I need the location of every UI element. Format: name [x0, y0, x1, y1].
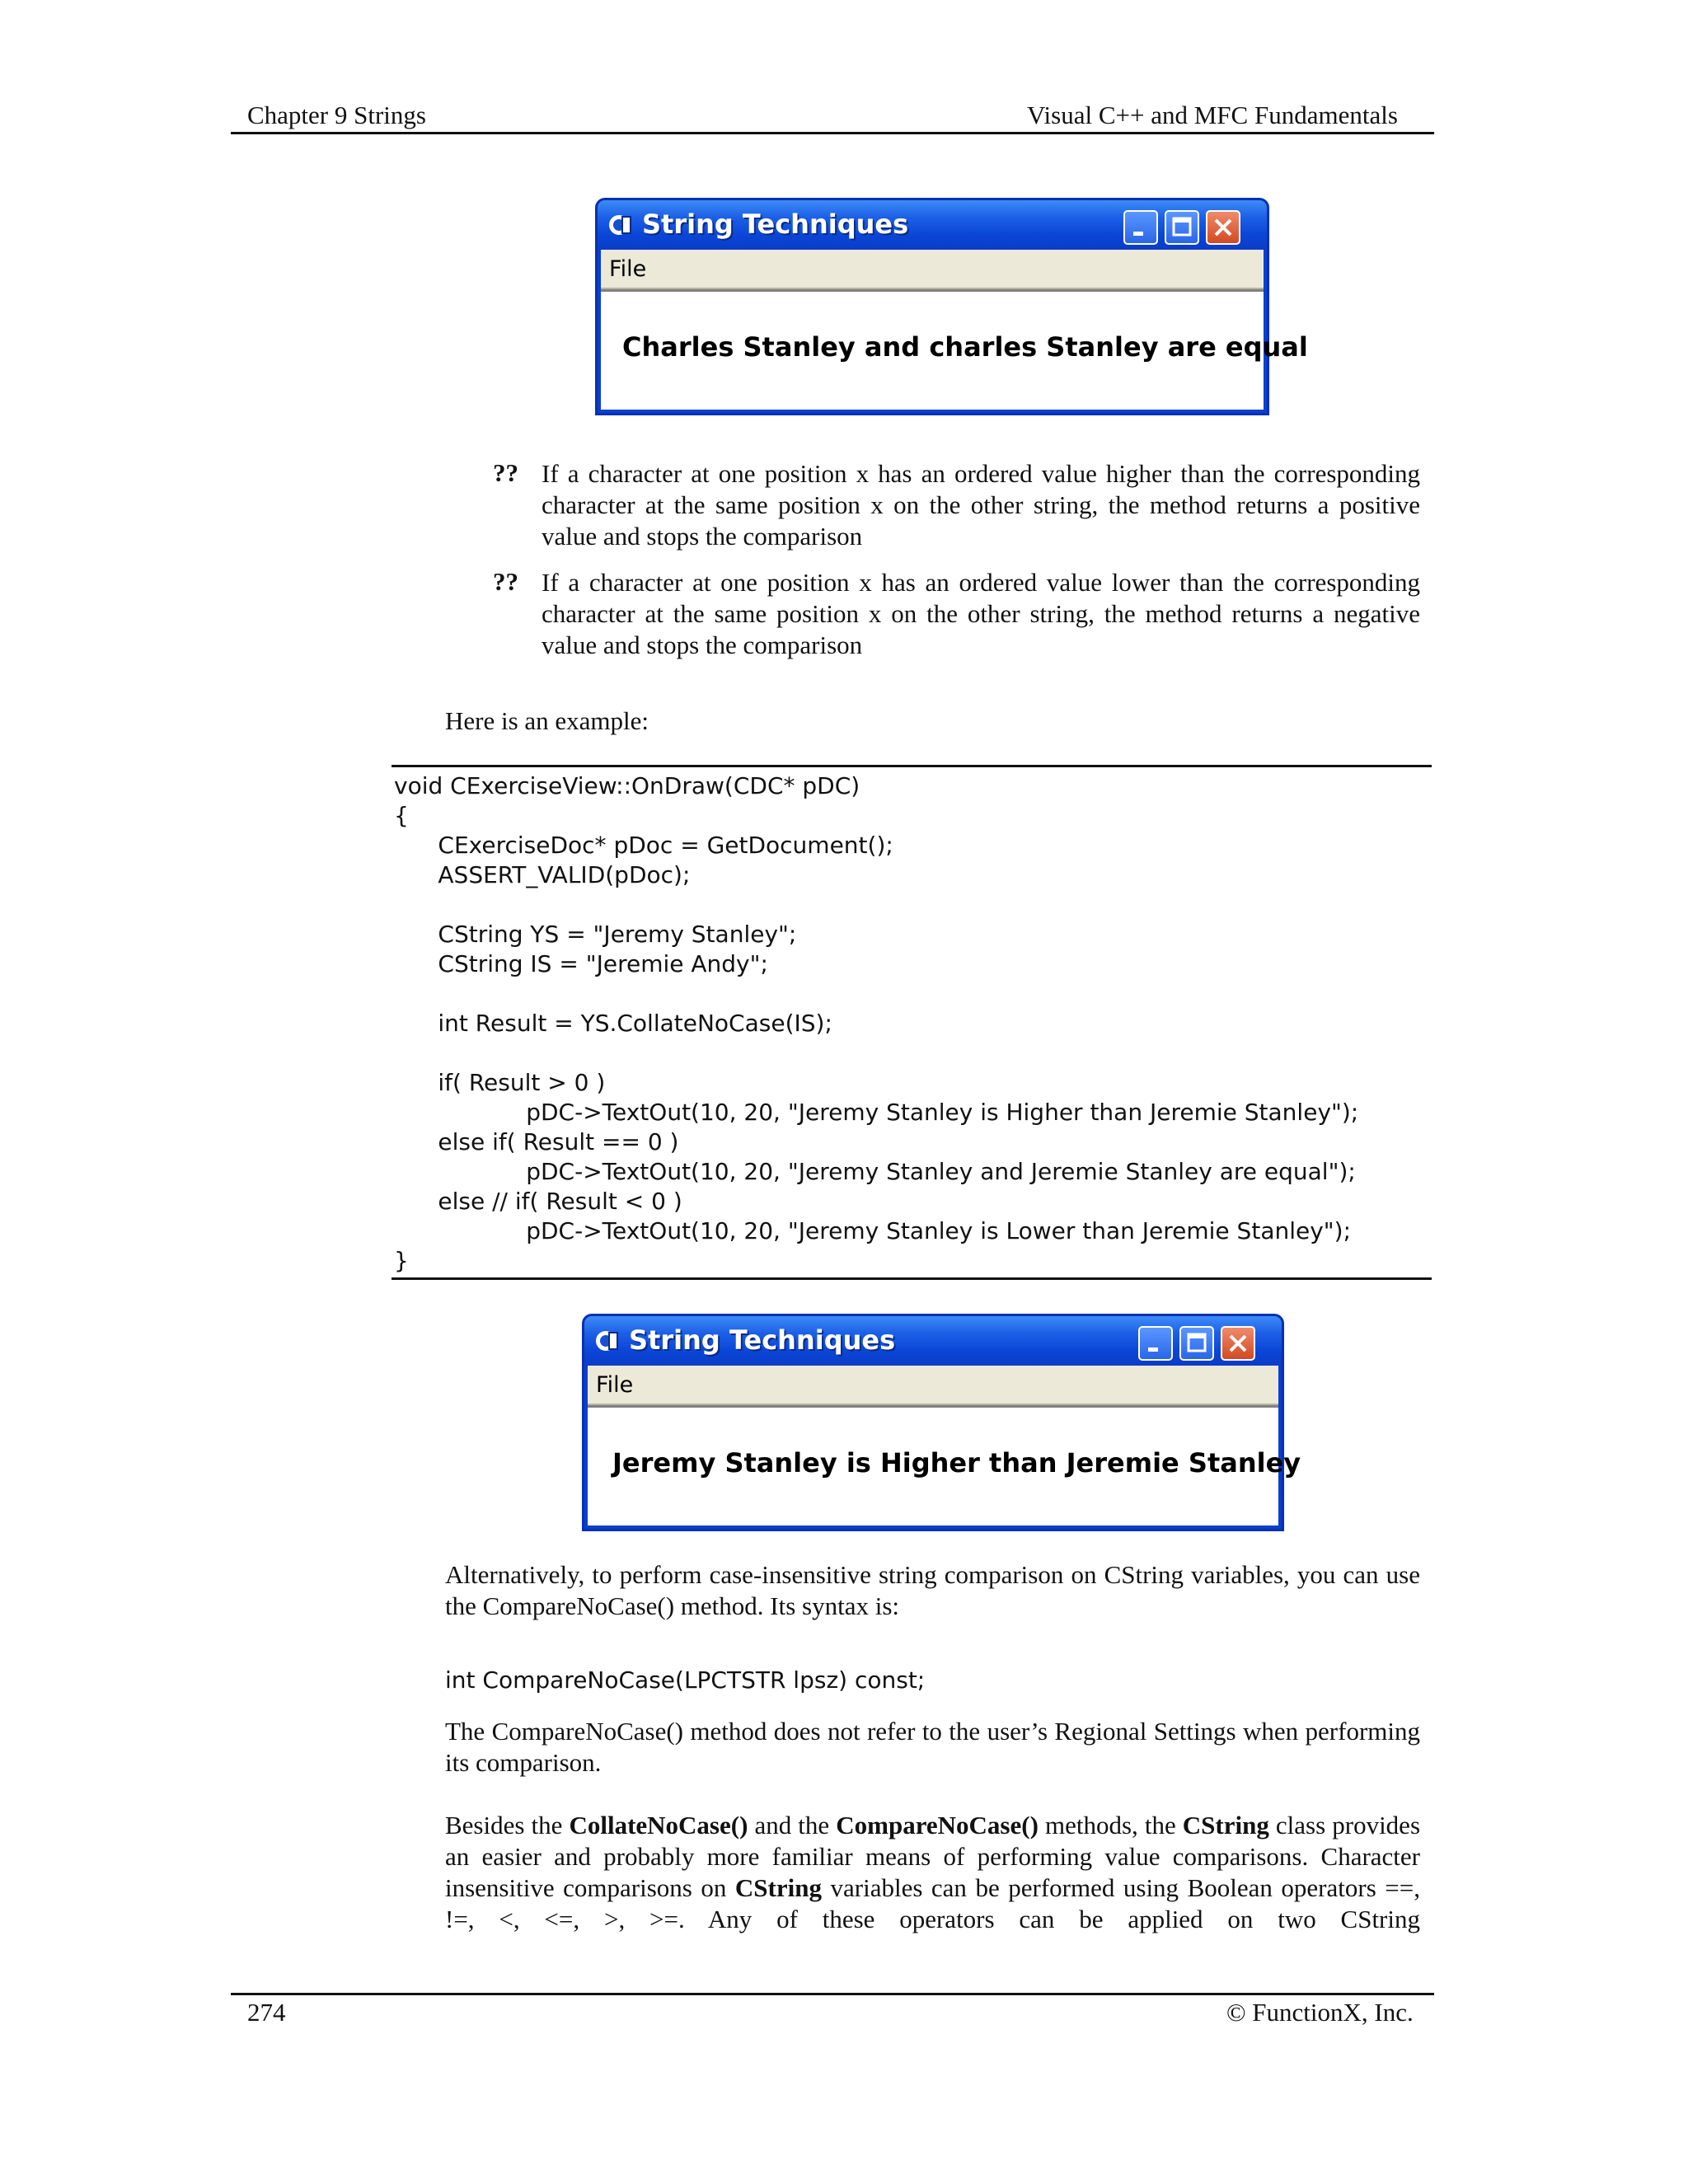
screenshot-window-higher — [582, 1314, 1301, 1531]
code-line: } — [394, 1247, 409, 1274]
text-run: methods, the — [1038, 1811, 1183, 1840]
maximize-button[interactable] — [1165, 210, 1199, 245]
code-line: void CExerciseView::OnDraw(CDC* pDC) — [394, 772, 860, 799]
page-number: 274 — [247, 1998, 286, 2027]
bullet-marker: ?? — [493, 458, 518, 487]
code-line: if( Result > 0 ) — [394, 1069, 606, 1096]
menu-file[interactable]: File — [609, 256, 647, 282]
code-line: else // if( Result < 0 ) — [394, 1188, 682, 1215]
bold-class-cstring: CString — [1182, 1811, 1269, 1840]
paragraph-besides — [445, 1810, 1420, 1935]
text-run: variables can be performed using Boolean operators ==, !=, <, <=, >, >=. Any of these operators can be applied on two CString — [445, 1873, 1421, 1933]
menu-bar — [601, 250, 1264, 289]
code-line: CExerciseDoc* pDoc = GetDocument(); — [394, 832, 893, 859]
app-icon — [594, 1328, 621, 1354]
close-button[interactable] — [1221, 1326, 1255, 1361]
maximize-icon — [1181, 1328, 1212, 1359]
code-line: pDC->TextOut(10, 20, "Jeremy Stanley is Higher than Jeremie Stanley"); — [394, 1099, 1359, 1126]
menu-file[interactable]: File — [596, 1372, 634, 1398]
minimize-button[interactable] — [1123, 210, 1158, 245]
output-text: Charles Stanley and charles Stanley are equal — [622, 331, 1308, 363]
menu-bar — [588, 1366, 1278, 1405]
paragraph-regional-settings: The CompareNoCase() method does not refer to the user’s Regional Settings when performing its comparison. — [445, 1717, 1420, 1777]
code-line: pDC->TextOut(10, 20, "Jeremy Stanley and Jeremie Stanley are equal"); — [394, 1158, 1356, 1185]
code-line: else if( Result == 0 ) — [394, 1128, 679, 1155]
window-title: String Techniques — [642, 209, 909, 240]
code-line: CString IS = "Jeremie Andy"; — [394, 950, 768, 977]
window-titlebar — [584, 1316, 1282, 1366]
text-run: and the — [748, 1811, 837, 1840]
maximize-icon — [1166, 212, 1198, 243]
close-icon — [1207, 212, 1239, 243]
window-client-area — [588, 1405, 1301, 1526]
bullet-marker: ?? — [493, 567, 518, 596]
code-line: { — [394, 802, 409, 829]
example-intro: Here is an example: — [445, 706, 649, 735]
close-icon — [1222, 1328, 1254, 1359]
minimize-icon — [1125, 212, 1156, 243]
code-line: pDC->TextOut(10, 20, "Jeremy Stanley is Lower than Jeremie Stanley"); — [394, 1217, 1352, 1244]
window-titlebar — [598, 200, 1267, 250]
window-title: String Techniques — [629, 1324, 896, 1356]
code-line: int Result = YS.CollateNoCase(IS); — [394, 1010, 832, 1037]
app-icon — [607, 212, 634, 238]
minimize-icon — [1140, 1328, 1171, 1359]
syntax-line: int CompareNoCase(LPCTSTR lpsz) const; — [445, 1666, 926, 1694]
close-button[interactable] — [1206, 210, 1240, 245]
bold-method-collatenocase: CollateNoCase() — [569, 1811, 748, 1840]
paragraph-alternatively: Alternatively, to perform case-insensitive string comparison on CString variables, you can use the CompareNoCase() method. Its syntax is: — [445, 1560, 1420, 1620]
bullet-text-lower: If a character at one position x has an ordered value lower than the corresponding character at the same position x on the other string, the method returns a negative value and stops the comparison — [542, 568, 1420, 659]
footer-rule — [231, 1993, 1434, 1995]
header-rule — [231, 132, 1434, 134]
window-client-area — [601, 289, 1308, 410]
bullet-text-higher: If a character at one position x has an ordered value higher than the corresponding character at the same position x on the other string, the method returns a positive value and stops the comparison — [542, 459, 1420, 551]
screenshot-window-equal — [595, 198, 1308, 415]
maximize-button[interactable] — [1179, 1326, 1214, 1361]
output-text: Jeremy Stanley is Higher than Jeremie Stanley — [612, 1447, 1301, 1479]
bold-class-cstring: CString — [734, 1873, 822, 1902]
code-line: CString YS = "Jeremy Stanley"; — [394, 921, 797, 948]
minimize-button[interactable] — [1138, 1326, 1173, 1361]
bold-method-comparenocase: CompareNoCase() — [836, 1811, 1039, 1840]
running-header-chapter: Chapter 9 Strings — [247, 101, 426, 129]
running-header-book: Visual C++ and MFC Fundamentals — [1027, 101, 1398, 129]
code-top-rule — [392, 765, 1432, 767]
code-bottom-rule — [392, 1277, 1432, 1280]
text-run: Besides the — [445, 1811, 570, 1840]
code-line: ASSERT_VALID(pDoc); — [394, 861, 691, 888]
text-run: class provides an easier and probably more familiar means of performing value comparisons. Character insensitive comparisons on — [445, 1811, 1421, 1902]
copyright: © FunctionX, Inc. — [1226, 1998, 1414, 2027]
